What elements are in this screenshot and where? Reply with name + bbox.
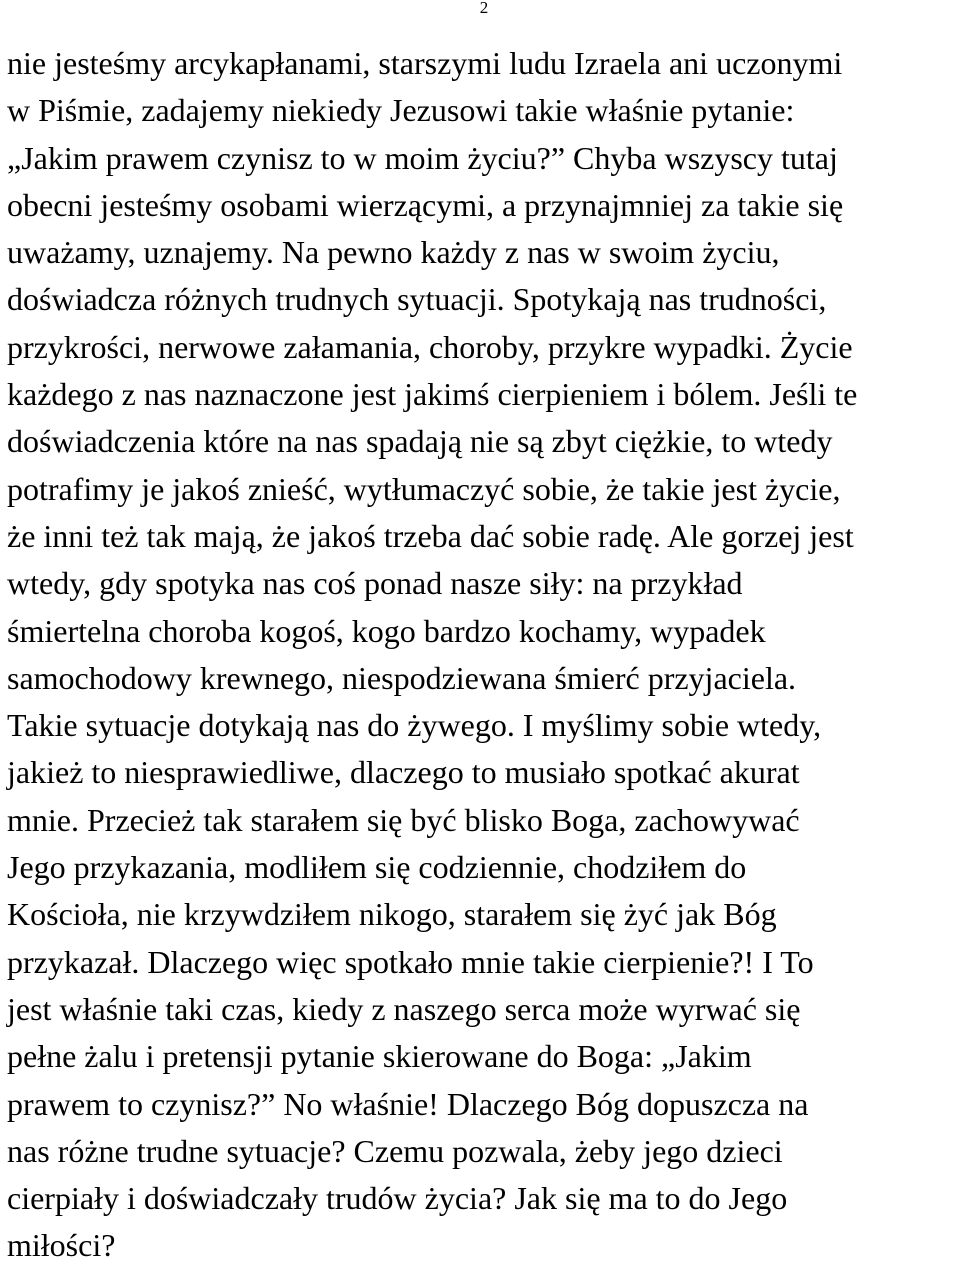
text-line: Kościoła, nie krzywdziłem nikogo, starałem się żyć jak Bóg — [7, 896, 777, 933]
text-line: nas różne trudne sytuacje? Czemu pozwala, żeby jego dzieci — [7, 1132, 783, 1169]
text-line: obecni jesteśmy osobami wierzącymi, a przynajmniej za takie się — [7, 186, 844, 223]
body-paragraph — [7, 40, 960, 1270]
text-line: samochodowy krewnego, niespodziewana śmierć przyjaciela. — [7, 659, 797, 696]
text-line: przykrości, nerwowe załamania, choroby, przykre wypadki. Życie — [7, 328, 853, 365]
text-line: mnie. Przecież tak starałem się być blisko Boga, zachowywać — [7, 801, 800, 838]
text-line: uważamy, uznajemy. Na pewno każdy z nas w swoim życiu, — [7, 234, 780, 271]
text-line: Jego przykazania, modliłem się codziennie, chodziłem do — [7, 849, 747, 886]
text-line: prawem to czynisz?” No właśnie! Dlaczego Bóg dopuszcza na — [7, 1085, 809, 1122]
text-line: pełne żalu i pretensji pytanie skierowane do Boga: „Jakim — [7, 1038, 752, 1075]
text-line: przykazał. Dlaczego więc spotkało mnie takie cierpienie?! I To — [7, 943, 814, 980]
text-line: śmiertelna choroba kogoś, kogo bardzo kochamy, wypadek — [7, 612, 766, 649]
text-line: nie jesteśmy arcykapłanami, starszymi ludu Izraela ani uczonymi — [7, 45, 843, 81]
text-line: że inni też tak mają, że jakoś trzeba dać sobie radę. Ale gorzej jest — [7, 517, 854, 554]
text-line: doświadczenia które na nas spadają nie są zbyt ciężkie, to wtedy — [7, 423, 833, 460]
text-line: doświadcza różnych trudnych sytuacji. Spotykają nas trudności, — [7, 281, 827, 318]
text-line: w Piśmie, zadajemy niekiedy Jezusowi takie właśnie pytanie: — [7, 92, 795, 129]
text-line: Takie sytuacje dotykają nas do żywego. I myślimy sobie wtedy, — [7, 707, 822, 744]
text-line: jakież to niesprawiedliwe, dlaczego to musiało spotkać akurat — [7, 754, 800, 791]
text-line: cierpiały i doświadczały trudów życia? Jak się ma to do Jego — [7, 1180, 788, 1217]
text-line: każdego z nas naznaczone jest jakimś cierpieniem i bólem. Jeśli te — [7, 376, 858, 413]
page-number: 2 — [479, 0, 489, 17]
text-line: jest właśnie taki czas, kiedy z naszego serca może wyrwać się — [7, 990, 801, 1027]
text-line: wtedy, gdy spotyka nas coś ponad nasze siły: na przykład — [7, 565, 743, 602]
text-line: miłości? — [7, 1227, 116, 1264]
text-line: potrafimy je jakoś znieść, wytłumaczyć sobie, że takie jest życie, — [7, 470, 841, 507]
text-line: „Jakim prawem czynisz to w moim życiu?” Chyba wszyscy tutaj — [7, 139, 838, 176]
